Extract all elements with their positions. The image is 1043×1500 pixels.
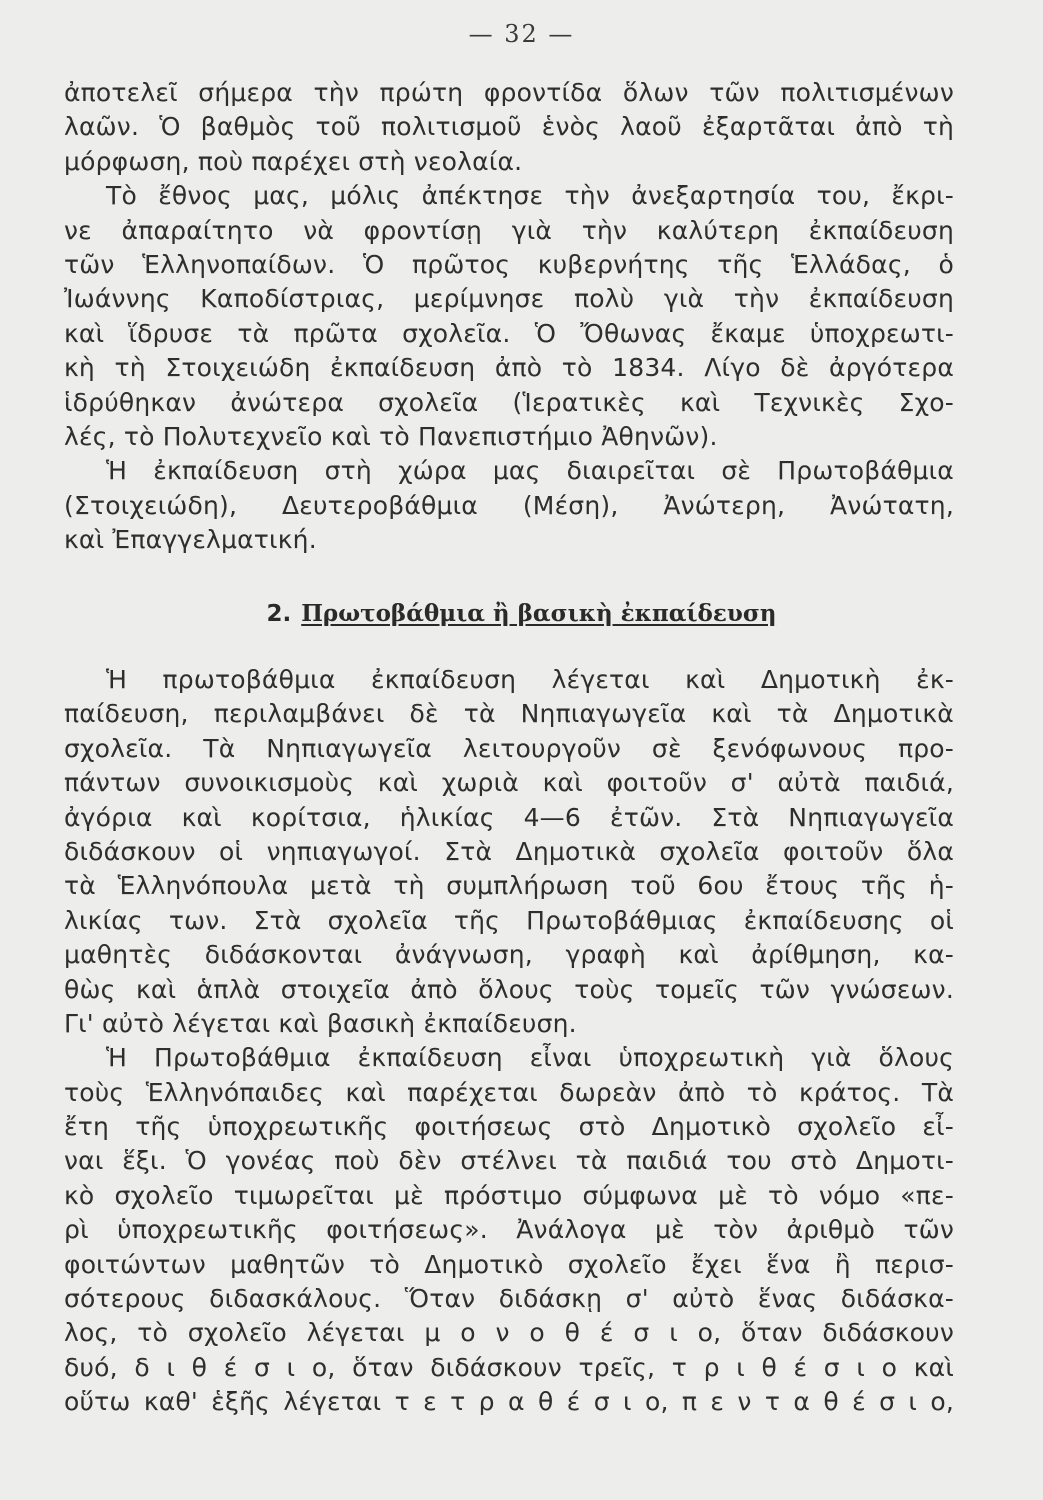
text-line: Ἡ ἐκπαίδευση στὴ χώρα μας διαιρεῖται σὲ Πρωτοβάθμια: [106, 456, 954, 486]
page-number: — 32 —: [468, 20, 575, 48]
text-line: τῶν Ἑλληνοπαίδων. Ὁ πρῶτος κυβερνήτης τῆς Ἑλλάδας, ὁ: [64, 249, 954, 279]
text-line: λαῶν. Ὁ βαθμὸς τοῦ πολιτισμοῦ ἑνὸς λαοῦ ἐξαρτᾶται ἀπὸ τὴ: [64, 112, 954, 142]
text-line: καὶ Ἐπαγγελματική.: [64, 525, 317, 555]
text-line: σχολεῖα. Τὰ Νηπιαγωγεῖα λειτουργοῦν σὲ ξενόφωνους προ-: [64, 733, 954, 763]
text-line: τοὺς Ἑλληνόπαιδες καὶ παρέχεται δωρεὰν ἀπὸ τὸ κράτος. Τὰ: [64, 1077, 954, 1107]
section-heading: [0, 600, 1043, 627]
text-line: Ἡ πρωτοβάθμια ἐκπαίδευση λέγεται καὶ Δημοτικὴ ἐκ-: [106, 665, 954, 694]
text-line: παίδευση, περιλαμβάνει δὲ τὰ Νηπιαγωγεῖα καὶ τὰ Δημοτικὰ: [64, 699, 954, 729]
text-line: μαθητὲς διδάσκονται ἀνάγνωση, γραφὴ καὶ ἀρίθμηση, κα-: [64, 940, 954, 970]
text-line: καὶ ἵδρυσε τὰ πρῶτα σχολεῖα. Ὁ Ὄθωνας ἔκαμε ὑποχρεωτι-: [64, 318, 954, 348]
paragraph: [64, 179, 954, 454]
text-line: λος, τὸ σχολεῖο λέγεται μ ο ν ο θ έ σ ι ο, ὅταν διδάσκουν: [64, 1318, 954, 1348]
paragraph: [64, 76, 954, 179]
text-line: οὕτω καθ' ἑξῆς λέγεται τ ε τ ρ α θ έ σ ι ο, π ε ν τ α θ έ σ ι ο,: [64, 1387, 954, 1417]
text-line: διδάσκουν οἱ νηπιαγωγοί. Στὰ Δημοτικὰ σχολεῖα φοιτοῦν ὅλα: [64, 836, 954, 866]
section-title: Πρωτοβάθμια ἢ βασικὴ ἐκπαίδευση: [301, 600, 777, 627]
text-line: μόρφωση, ποὺ παρέχει στὴ νεολαία.: [64, 146, 523, 176]
text-line: νε ἀπαραίτητο νὰ φροντίσῃ γιὰ τὴν καλύτερη ἐκπαίδευση: [64, 215, 954, 245]
text-line: Τὸ ἔθνος μας, μόλις ἀπέκτησε τὴν ἀνεξαρτησία του, ἔκρι-: [106, 181, 954, 211]
text-line: λικίας των. Στὰ σχολεῖα τῆς Πρωτοβάθμιας ἐκπαίδευσης οἱ: [64, 905, 954, 935]
section-text: [64, 663, 954, 1420]
intro-text: [64, 76, 954, 557]
text-line: τὰ Ἑλληνόπουλα μετὰ τὴ συμπλήρωση τοῦ 6ου ἔτους τῆς ἡ-: [64, 871, 954, 901]
paragraph: [64, 1041, 954, 1419]
text-line: λές, τὸ Πολυτεχνεῖο καὶ τὸ Πανεπιστήμιο Ἀθηνῶν).: [64, 421, 718, 451]
text-line: πάντων συνοικισμοὺς καὶ χωριὰ καὶ φοιτοῦν σ' αὐτὰ παιδιά,: [64, 768, 954, 798]
text-line: (Στοιχειώδη), Δευτεροβάθμια (Μέση), Ἀνώτερη, Ἀνώτατη,: [64, 490, 954, 520]
text-line: ἀγόρια καὶ κορίτσια, ἡλικίας 4—6 ἐτῶν. Στὰ Νηπιαγωγεῖα: [64, 802, 954, 832]
text-line: ἀποτελεῖ σήμερα τὴν πρώτη φροντίδα ὅλων τῶν πολιτισμένων: [64, 78, 954, 107]
text-line: ἱδρύθηκαν ἀνώτερα σχολεῖα (Ἱερατικὲς καὶ Τεχνικὲς Σχο-: [64, 387, 954, 417]
text-line: ἔτη τῆς ὑποχρεωτικῆς φοιτήσεως στὸ Δημοτικὸ σχολεῖο εἶ-: [64, 1112, 954, 1142]
text-line: δυό, δ ι θ έ σ ι ο, ὅταν διδάσκουν τρεῖς, τ ρ ι θ έ σ ι ο καὶ: [64, 1352, 954, 1382]
text-line: Ἰωάννης Καποδίστριας, μερίμνησε πολὺ γιὰ τὴν ἐκπαίδευση: [64, 284, 954, 314]
text-line: Ἡ Πρωτοβάθμια ἐκπαίδευση εἶναι ὑποχρεωτικὴ γιὰ ὅλους: [106, 1043, 954, 1073]
paragraph: [64, 454, 954, 557]
text-line: ναι ἕξι. Ὁ γονέας ποὺ δὲν στέλνει τὰ παιδιά του στὸ Δημοτι-: [64, 1146, 954, 1176]
text-line: ρὶ ὑποχρεωτικῆς φοιτήσεως». Ἀνάλογα μὲ τὸν ἀριθμὸ τῶν: [64, 1215, 954, 1245]
text-line: σότερους διδασκάλους. Ὅταν διδάσκῃ σ' αὐτὸ ἕνας διδάσκα-: [64, 1284, 954, 1314]
text-line: Γι' αὐτὸ λέγεται καὶ βασικὴ ἐκπαίδευση.: [64, 1008, 577, 1038]
paragraph: [64, 663, 954, 1041]
section-number: 2.: [266, 601, 292, 627]
text-line: θὼς καὶ ἁπλὰ στοιχεῖα ἀπὸ ὅλους τοὺς τομεῖς τῶν γνώσεων.: [64, 974, 954, 1004]
text-line: κὴ τὴ Στοιχειώδη ἐκπαίδευση ἀπὸ τὸ 1834. Λίγο δὲ ἀργότερα: [64, 353, 954, 383]
text-line: κὸ σχολεῖο τιμωρεῖται μὲ πρόστιμο σύμφωνα μὲ τὸ νόμο «πε-: [64, 1180, 954, 1210]
text-line: φοιτώντων μαθητῶν τὸ Δημοτικὸ σχολεῖο ἔχει ἕνα ἢ περισ-: [64, 1249, 954, 1279]
